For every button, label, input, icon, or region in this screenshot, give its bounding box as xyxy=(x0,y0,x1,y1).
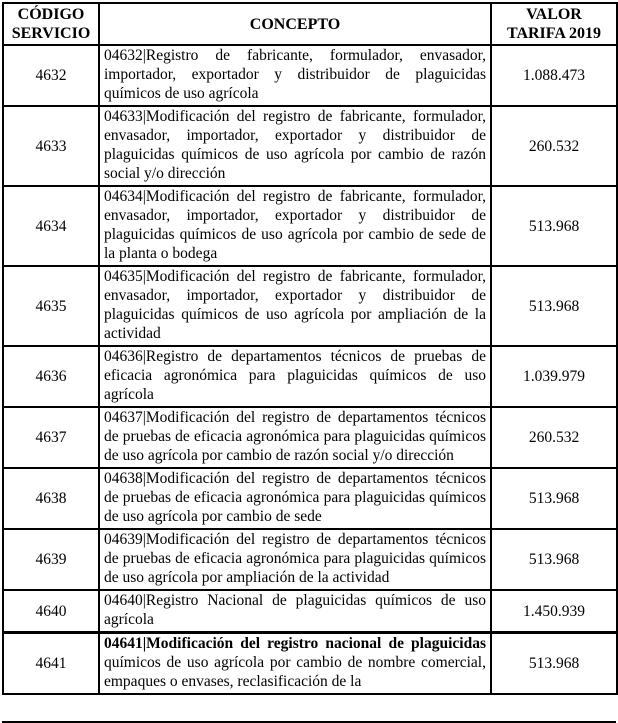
col-header-codigo-line1: CÓDIGO xyxy=(17,6,85,23)
col-header-valor-tarifa xyxy=(491,3,617,45)
concepto-cell: 04636|Registro de departamentos técnicos de pruebas de eficacia agronómica para plaguicidas químicos de uso agrícola xyxy=(99,346,491,407)
codigo-cell: 4640 xyxy=(3,590,99,633)
table-row xyxy=(3,529,617,590)
table-header-row xyxy=(3,3,617,45)
concepto-cell: 04632|Registro de fabricante, formulador, envasador, importador, exportador y distribuidor de plaguicidas químicos de uso agrícola xyxy=(99,45,491,106)
table-row xyxy=(3,106,617,186)
valor-cell: 513.968 xyxy=(491,468,617,529)
tariff-table xyxy=(2,2,618,695)
concepto-cell: 04635|Modificación del registro de fabricante, formulador, envasador, importador, exportador y distribuidor de plaguicidas químicos de uso agrícola por ampliación de la actividad xyxy=(99,266,491,346)
concepto-cell: 04639|Modificación del registro de departamentos técnicos de pruebas de eficacia agronómica para plaguicidas químicos de uso agrícola por ampliación de la actividad xyxy=(99,529,491,590)
concepto-cell: 04638|Modificación del registro de departamentos técnicos de pruebas de eficacia agronómica para plaguicidas químicos de uso agrícola por cambio de sede xyxy=(99,468,491,529)
table-row xyxy=(3,407,617,468)
valor-cell: 513.968 xyxy=(491,529,617,590)
codigo-cell: 4637 xyxy=(3,407,99,468)
valor-cell: 1.088.473 xyxy=(491,45,617,106)
concepto-cell xyxy=(99,633,491,695)
col-header-valor-line2: TARIFA 2019 xyxy=(506,25,602,42)
codigo-cell: 4632 xyxy=(3,45,99,106)
col-header-concepto: CONCEPTO xyxy=(99,3,491,45)
col-header-codigo-servicio xyxy=(3,3,99,45)
valor-cell: 260.532 xyxy=(491,106,617,186)
col-header-codigo-line2: SERVICIO xyxy=(11,25,91,42)
col-header-valor-line1: VALOR xyxy=(526,6,582,23)
codigo-cell: 4638 xyxy=(3,468,99,529)
concepto-cell: 04637|Modificación del registro de departamentos técnicos de pruebas de eficacia agronómica para plaguicidas químicos de uso agrícola por cambio de razón social y/o dirección xyxy=(99,407,491,468)
table-row xyxy=(3,346,617,407)
valor-cell: 1.450.939 xyxy=(491,590,617,633)
valor-cell: 513.968 xyxy=(491,633,617,695)
concepto-cell: 04633|Modificación del registro de fabricante, formulador, envasador, importador, exportador y distribuidor de plaguicidas químicos de uso agrícola por cambio de razón social y/o dirección xyxy=(99,106,491,186)
concepto-cell: 04634|Modificación del registro de fabricante, formulador, envasador, importador, exportador y distribuidor de plaguicidas químicos de uso agrícola por cambio de sede de la planta o bodega xyxy=(99,186,491,266)
concepto-rest: químicos de uso agrícola por cambio de nombre comercial, empaques o envases, reclasificación de la xyxy=(104,654,486,690)
table-row xyxy=(3,186,617,266)
concepto-bold-lead: 04641|Modificación del registro nacional de plaguicidas xyxy=(104,635,486,652)
table-row xyxy=(3,590,617,633)
valor-cell: 513.968 xyxy=(491,186,617,266)
concepto-cell: 04640|Registro Nacional de plaguicidas químicos de uso agrícola xyxy=(99,590,491,633)
valor-cell: 1.039.979 xyxy=(491,346,617,407)
codigo-cell: 4634 xyxy=(3,186,99,266)
codigo-cell: 4635 xyxy=(3,266,99,346)
valor-cell: 260.532 xyxy=(491,407,617,468)
codigo-cell: 4641 xyxy=(3,633,99,695)
table-row xyxy=(3,468,617,529)
codigo-cell: 4639 xyxy=(3,529,99,590)
valor-cell: 513.968 xyxy=(491,266,617,346)
table-row xyxy=(3,45,617,106)
codigo-cell: 4633 xyxy=(3,106,99,186)
table-row xyxy=(3,633,617,695)
table-row xyxy=(3,266,617,346)
codigo-cell: 4636 xyxy=(3,346,99,407)
